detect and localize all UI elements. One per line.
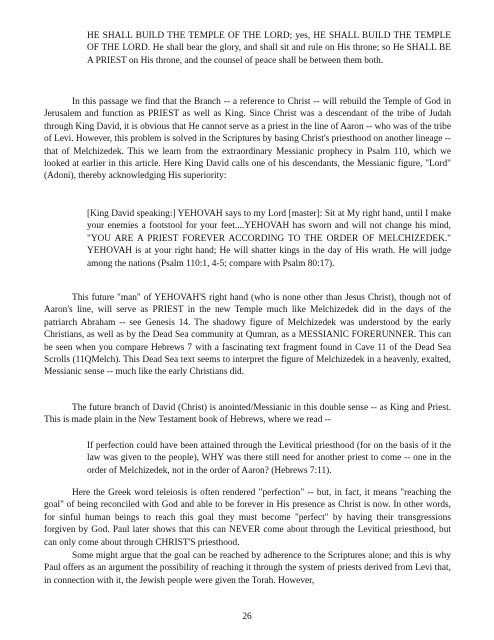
paragraph-melchizedek: This future "man" of YEHOVAH'S right hand (who is none other than Jesus Christ), though not of Aaron's line, will serve as PRIEST in the new Temple much like Melchizedek did in the days of the patriarch Abraham -- see Genesis 14. The shadowy figure of Melchizedek was understood by the early Christians, as well as by the Dead Sea community at Qumran, as a MESSIANIC FORERUNNER. This can be seen when you compare Hebrews 7 with a fascinating text fragment found in Cave 11 of the Dead Sea Scrolls (11QMelch). This Dead Sea text seems to interpret the figure of Melchizedek in a heavenly, exalted, Messianic sense -- much like the early Christians did.	[44, 293, 451, 378]
paragraph-teleiosis: Here the Greek word teleiosis is often rendered "perfection" -- but, in fact, it means "reaching the goal" of being reconciled with God and able to be forever in His presence as Christ is now. In other words, for sinful human beings to reach this goal they must become "perfect" by having their transgressions forgiven by God. Paul later shows that this can NEVER come about through the Levitical priesthood, but can only come about through CHRIST'S priesthood.	[44, 488, 451, 548]
paragraph-scriptures-goal: Some might argue that the goal can be reached by adherence to the Scriptures alone; and this is why Paul offers as an argument the possibility of reaching it through the system of priests derived from Levi that, in connection with it, the Jewish people were given the Torah. However,	[44, 551, 451, 586]
page-number: 26	[242, 612, 252, 622]
paragraph-king-priest: The future branch of David (Christ) is anointed/Messianic in this double sense -- as King and Priest. This is made plain in the New Testament book of Hebrews, where we read --	[44, 403, 451, 426]
quote-psalm-110: [King David speaking:] YEHOVAH says to my Lord [master]: Sit at My right hand, until I make your enemies a footstool for your feet....YEHOVAH has sworn and will not change his mind, "YOU ARE A PRIEST FOREVER ACCORDING TO THE ORDER OF MELCHIZEDEK." YEHOVAH is at your right hand; He will shatter kings in the day of His wrath. He will judge among the nations (Psalm 110:1, 4-5; compare with Psalm 80:17).	[87, 209, 451, 269]
quote-zechariah: HE SHALL BUILD THE TEMPLE OF THE LORD; yes, HE SHALL BUILD THE TEMPLE OF THE LORD. He shall bear the glory, and shall sit and rule on His throne; so He SHALL BE A PRIEST on His throne, and the counsel of peace shall be between them both.	[87, 31, 451, 66]
quote-hebrews-7-11: If perfection could have been attained through the Levitical priesthood (for on the basis of it the law was given to the people), WHY was there still need for another priest to come -- one in the order of Melchizedek, not in the order of Aaron? (Hebrews 7:11).	[87, 441, 451, 476]
paragraph-branch-priest: In this passage we find that the Branch -- a reference to Christ -- will rebuild the Temple of God in Jerusalem and function as PRIEST as well as King. Since Christ was a descendant of the tribe of Judah through King David, it is obvious that He cannot serve as a priest in the line of Aaron -- who was of the tribe of Levi. However, this problem is solved in the Scriptures by basing Christ's priesthood on another lineage -- that of Melchizedek. This we learn from the extraordinary Messianic prophecy in Psalm 110, which we looked at earlier in this article. Here King David calls one of his descendants, the Messianic figure, "Lord" (Adoni), thereby acknowledging His superiority:	[44, 97, 451, 182]
